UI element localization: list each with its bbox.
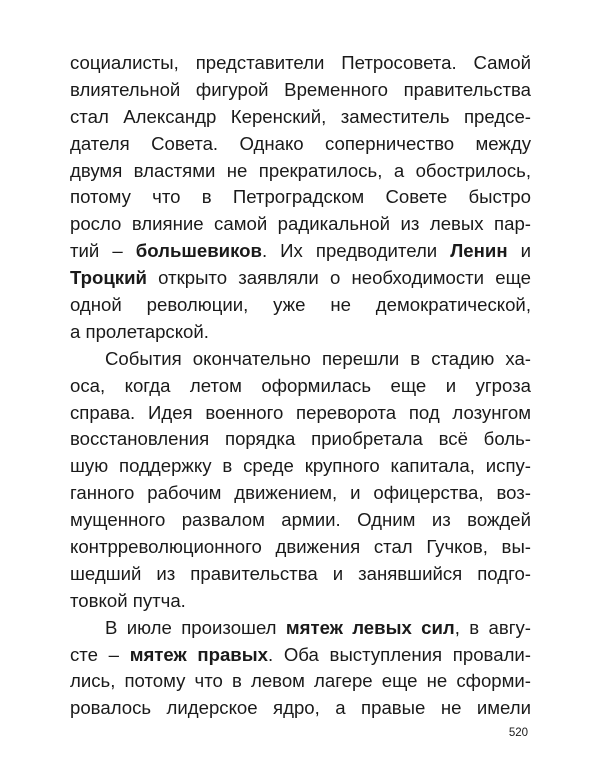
text-run: тий – bbox=[70, 240, 136, 262]
text-line: контрреволюционного движения стал Гучков, вы- bbox=[70, 536, 531, 558]
text-line: одной революции, уже не демократической, bbox=[70, 294, 531, 316]
text-line: мущенного развалом армии. Одним из вождей bbox=[70, 509, 531, 531]
text-line: товкой путча. bbox=[70, 589, 186, 611]
bold-term-bolsheviks: большевиков bbox=[135, 240, 262, 262]
bold-term-left-mutiny: мятеж левых сил bbox=[285, 616, 455, 638]
bold-term-lenin: Ленин bbox=[450, 240, 508, 262]
text-line: стал Александр Керенский, заместитель предсе- bbox=[70, 105, 531, 127]
text-line bbox=[70, 615, 531, 642]
bold-term-trotsky: Троцкий bbox=[70, 267, 147, 289]
text-run: сте – bbox=[70, 643, 130, 665]
paragraph-2 bbox=[70, 346, 531, 615]
text-line: ганного рабочим движением, и офицерства, воз- bbox=[70, 482, 531, 504]
paragraph-1 bbox=[70, 50, 531, 346]
text-line bbox=[70, 238, 531, 265]
text-line: восстановления порядка приобретала всё боль- bbox=[70, 428, 531, 450]
text-line bbox=[70, 265, 531, 292]
page-number: 520 bbox=[508, 727, 528, 739]
text-run: . Их предводители bbox=[261, 240, 451, 262]
text-line: шую поддержку в среде крупного капитала, испу- bbox=[70, 455, 531, 477]
paragraph-3 bbox=[70, 615, 531, 723]
text-line: а пролетарской. bbox=[70, 320, 209, 342]
bold-term-right-mutiny: мятеж правых bbox=[129, 643, 268, 665]
page-body bbox=[70, 50, 531, 722]
text-run: и bbox=[507, 240, 531, 262]
text-line: росло влияние самой радикальной из левых пар- bbox=[70, 213, 531, 235]
text-line: социалисты, представители Петросовета. Самой bbox=[70, 52, 531, 73]
text-line: потому что в Петроградском Совете быстро bbox=[70, 186, 531, 208]
text-line: дателя Совета. Однако соперничество между bbox=[70, 132, 531, 154]
text-line: ровалось лидерское ядро, а правые не имели bbox=[70, 697, 531, 719]
text-line bbox=[70, 642, 531, 669]
text-line: оса, когда летом оформилась еще и угроза bbox=[70, 374, 531, 396]
text-line: шедший из правительства и занявшийся подго- bbox=[70, 562, 531, 584]
text-line: справа. Идея военного переворота под лозунгом bbox=[70, 401, 531, 423]
text-run: открыто заявляли о необходимости еще bbox=[146, 267, 531, 289]
text-run: В июле произошел bbox=[105, 616, 286, 638]
text-line: лись, потому что в левом лагере еще не сформи- bbox=[70, 670, 531, 692]
text-line: влиятельной фигурой Временного правительства bbox=[70, 78, 531, 100]
text-line: События окончательно перешли в стадию ха- bbox=[105, 347, 531, 369]
text-run: , в авгу- bbox=[454, 616, 532, 638]
text-run: . Оба выступления провали- bbox=[267, 643, 531, 665]
text-line: двумя властями не прекратилось, а обострилось, bbox=[70, 159, 531, 181]
